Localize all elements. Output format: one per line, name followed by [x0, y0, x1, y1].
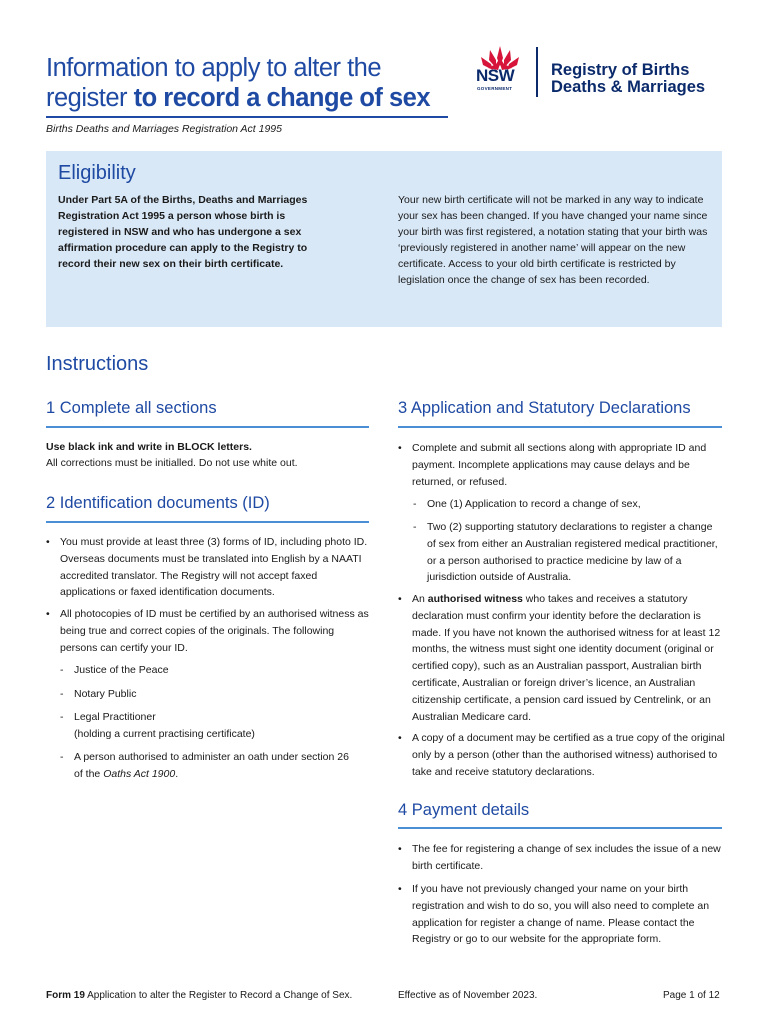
legal-practitioner-label: Legal Practitioner	[74, 711, 156, 723]
title-line-2	[46, 83, 456, 113]
section-1-rule	[46, 426, 369, 428]
list-item-text: All photocopies of ID must be certified by an authorised witness as being true and correct copies of the originals. The following persons can certify your ID.	[60, 608, 369, 654]
eligibility-heading: Eligibility	[58, 162, 136, 184]
instructions-heading: Instructions	[46, 353, 149, 375]
bullet-marker: •	[398, 843, 402, 855]
registry-name	[551, 62, 705, 96]
form-name: Application to alter the Register to Record a Change of Sex.	[84, 990, 353, 1001]
bullet-marker: •	[398, 732, 402, 744]
section-3-rule	[398, 426, 722, 428]
list-item	[398, 881, 726, 948]
list-item-text: One (1) Application to record a change of sex,	[427, 498, 641, 510]
list-item	[46, 534, 374, 601]
list-item-text: If you have not previously changed your name on your birth registration and wish to do so, you will also need to complete an application for register a change of name. Please contact the Registry or go to our website for the appropriate form.	[412, 883, 710, 946]
section-1-body	[46, 439, 369, 471]
bullet-marker: •	[398, 442, 402, 454]
list-item	[60, 662, 360, 679]
nsw-logo-text: NSW	[476, 66, 515, 85]
authorised-witness-term: authorised witness	[427, 593, 523, 605]
witness-text-b: who takes and receives a statutory declaration must confirm your identity before the declaration is made. If you have not known the authorised witness for at least 12 months, the witness must sight one identity document (original or certified copy), such as an Australian passport, Australian birth certificate, Australian or foreign driver’s licence, an Australian citizenship certificate, a pension card issued by Centrelink, or an Australian Medicare card.	[412, 593, 721, 723]
list-item	[46, 606, 374, 656]
dash-marker: -	[60, 664, 64, 676]
footer-effective-date: Effective as of November 2023.	[398, 990, 538, 1001]
page-title	[46, 53, 456, 113]
section-2-heading: 2 Identification documents (ID)	[46, 494, 270, 512]
list-item	[60, 686, 360, 703]
list-item-text: The fee for registering a change of sex includes the issue of a new birth certificate.	[412, 843, 721, 872]
legal-practitioner-note: (holding a current practising certificate)	[74, 727, 255, 740]
list-item-text: You must provide at least three (3) forms of ID, including photo ID. Overseas documents must be translated into English by a NAATI accredited translator. The Registry will not accept faxed applications or faxed identification documents.	[60, 536, 368, 599]
list-item-text: Justice of the Peace	[74, 664, 169, 676]
title-line-1: Information to apply to alter the	[46, 54, 382, 82]
bullet-marker: •	[398, 593, 402, 605]
footer-page-number: Page 1 of 12	[663, 990, 720, 1001]
oaths-act-title: Oaths Act 1900	[103, 767, 176, 780]
oath-text: A person authorised to administer an oath under section 26 of the	[74, 751, 349, 780]
witness-text-a: An	[412, 593, 428, 605]
list-item-text: A copy of a document may be certified as a true copy of the original only by a person (other than the authorised witness) authorised to take and receive statutory declarations.	[412, 732, 725, 778]
list-item-text: Two (2) supporting statutory declarations to register a change of sex from either an Australian registered medical practitioner, or a person authorised to practice medicine by law of a jurisdiction outside of Australia.	[427, 521, 718, 584]
list-item-text: Notary Public	[74, 688, 137, 700]
list-item	[413, 496, 723, 513]
logo-divider	[536, 47, 538, 97]
list-item	[60, 749, 350, 783]
act-reference: Births Deaths and Marriages Registration Act 1995	[46, 123, 282, 135]
registry-line-2: Deaths & Marriages	[551, 78, 706, 96]
section-1-heading: 1 Complete all sections	[46, 399, 217, 417]
bullet-marker: •	[46, 536, 50, 548]
section-4-heading: 4 Payment details	[398, 801, 530, 819]
list-item-text	[412, 591, 726, 725]
list-item-text: Complete and submit all sections along with appropriate ID and payment. Incomplete applications may cause delays and be returned, or refused.	[412, 442, 707, 488]
section-4-rule	[398, 827, 722, 829]
list-item	[398, 730, 726, 780]
eligibility-summary: Under Part 5A of the Births, Deaths and Marriages Registration Act 1995 a person whose birth is registered in NSW and who has undergone a sex affirmation procedure can apply to the Registry to record their new sex on their birth certificate.	[58, 194, 308, 270]
footer-form-title	[46, 990, 352, 1001]
section-2-rule	[46, 521, 369, 523]
list-item-text	[74, 749, 350, 783]
form-number: Form 19	[46, 990, 85, 1001]
bullet-marker: •	[398, 883, 402, 895]
dash-marker: -	[413, 498, 417, 510]
registry-line-1: Registry of Births	[551, 61, 690, 79]
dash-marker: -	[413, 521, 417, 533]
eligibility-details: Your new birth certificate will not be marked in any way to indicate your sex has been changed. If you have changed your name since your birth was first registered, a notation stating that your birth was ‘previously registered in another name’ will appear on the new certificate. Access to your old birth certificate is restricted by legislation once the change of sex has been recorded.	[398, 194, 708, 286]
dash-marker: -	[60, 688, 64, 700]
section-3-heading: 3 Application and Statutory Declarations	[398, 399, 691, 417]
section-1-bold-instruction: Use black ink and write in BLOCK letters.	[46, 441, 252, 453]
list-item	[60, 709, 360, 743]
section-1-instruction: All corrections must be initialled. Do not use white out.	[46, 457, 298, 469]
list-item	[398, 841, 726, 875]
title-divider	[46, 116, 448, 118]
list-item-text	[74, 709, 360, 743]
bullet-marker: •	[46, 608, 50, 620]
list-item	[398, 440, 726, 490]
oath-period: .	[175, 767, 179, 780]
dash-marker: -	[60, 751, 64, 763]
title-bold: to record a change of sex	[133, 84, 431, 112]
list-item	[413, 519, 723, 586]
list-item	[398, 591, 726, 725]
title-regular: register	[46, 84, 134, 112]
nsw-government-text: GOVERNMENT	[477, 86, 513, 91]
dash-marker: -	[60, 711, 64, 723]
